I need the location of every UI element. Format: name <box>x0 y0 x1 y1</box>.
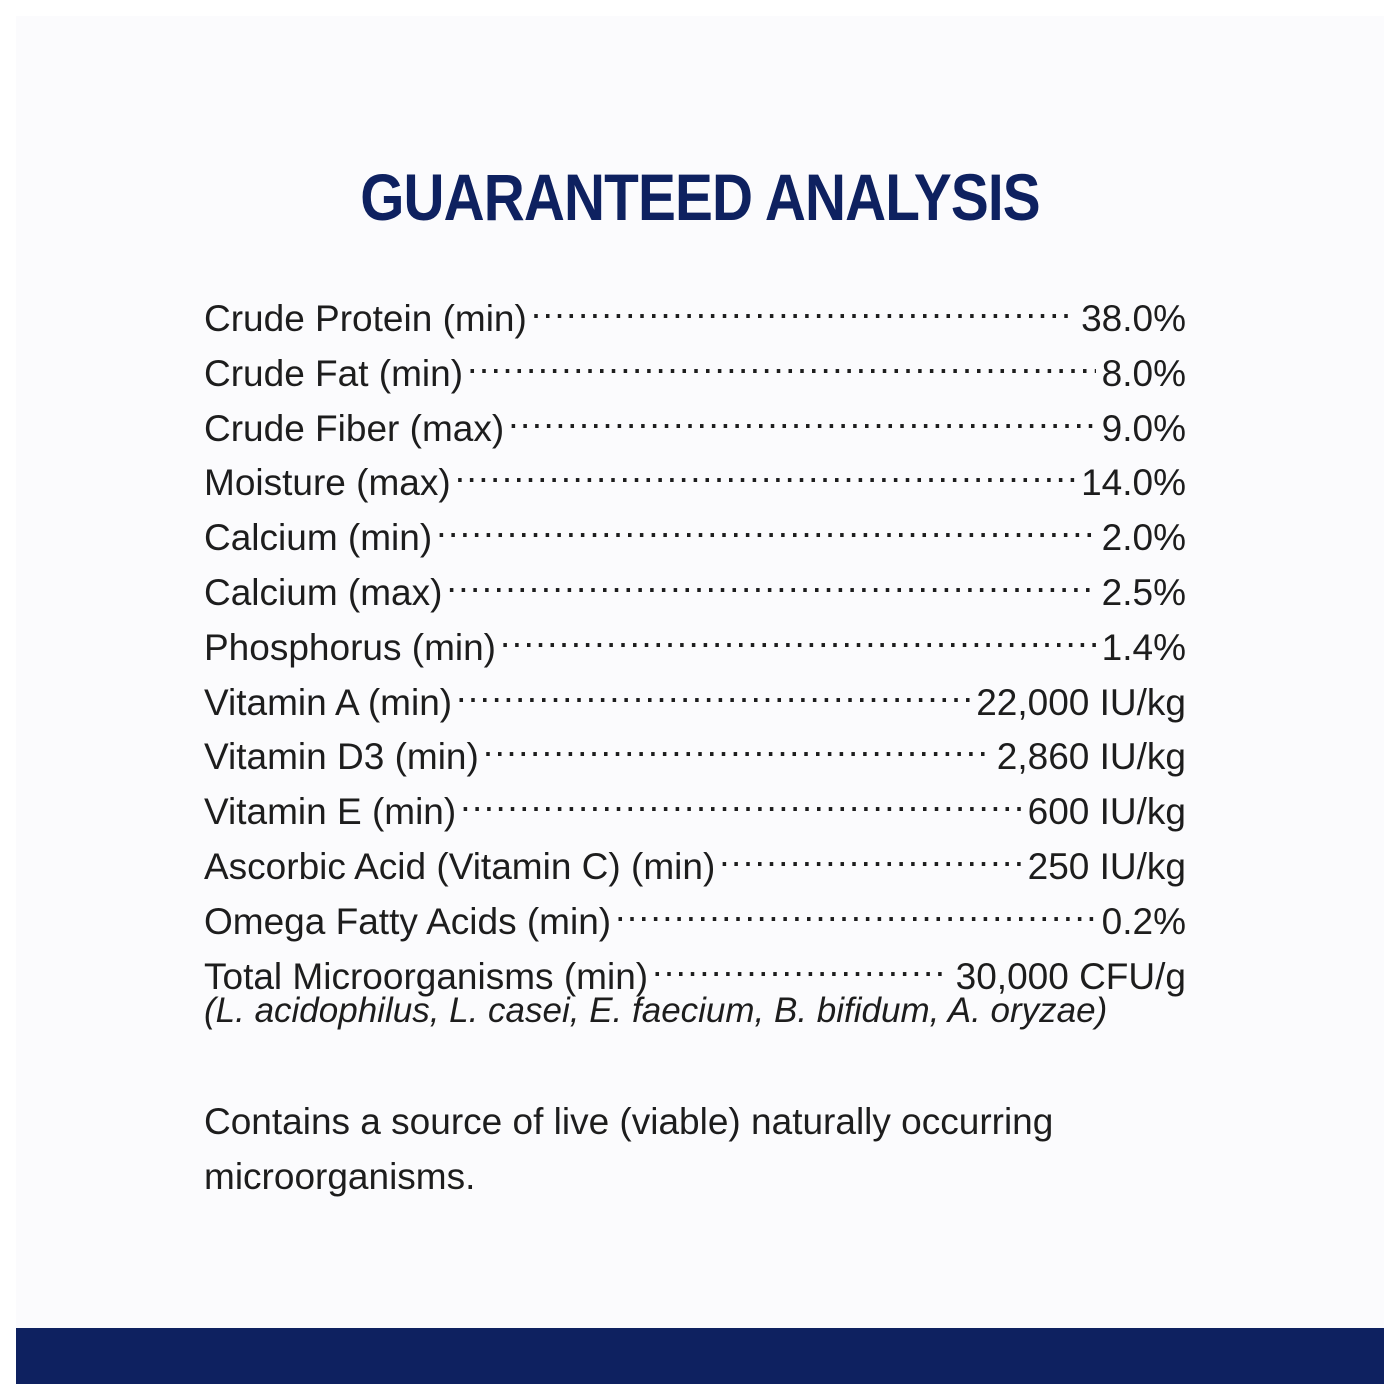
analysis-value: 38.0% <box>1081 298 1186 339</box>
dot-leader <box>652 949 950 989</box>
analysis-value: 22,000 IU/kg <box>976 681 1186 723</box>
dot-leader <box>531 291 1075 331</box>
dot-leader <box>719 839 1021 879</box>
analysis-value: 30,000 CFU/g <box>955 955 1186 997</box>
analysis-value: 0.2% <box>1101 900 1186 942</box>
analysis-row <box>204 839 1186 894</box>
dot-leader <box>455 455 1075 495</box>
dot-leader <box>467 346 1096 386</box>
page-title: GUARANTEED ANALYSIS <box>360 160 1040 234</box>
analysis-row <box>204 894 1186 949</box>
analysis-label: Vitamin A (min) <box>204 681 453 723</box>
analysis-value: 8.0% <box>1101 352 1186 394</box>
analysis-row <box>204 455 1186 510</box>
analysis-value: 2,860 IU/kg <box>996 736 1186 778</box>
analysis-row <box>204 510 1186 565</box>
dot-leader <box>460 784 1021 824</box>
analysis-value: 250 IU/kg <box>1027 845 1186 887</box>
analysis-row <box>204 620 1186 675</box>
analysis-value: 2.0% <box>1101 517 1186 559</box>
analysis-label: Omega Fatty Acids (min) <box>204 900 612 942</box>
analysis-value: 9.0% <box>1101 407 1186 449</box>
dot-leader <box>615 894 1096 934</box>
footer-bar <box>16 1328 1384 1384</box>
guaranteed-analysis-card <box>16 16 1384 1384</box>
analysis-label: Phosphorus (min) <box>204 626 497 668</box>
analysis-list <box>204 291 1186 1003</box>
analysis-label: Vitamin E (min) <box>204 791 457 833</box>
analysis-label: Vitamin D3 (min) <box>204 736 479 778</box>
analysis-value: 14.0% <box>1081 462 1186 504</box>
analysis-row <box>204 729 1186 784</box>
analysis-row <box>204 784 1186 839</box>
analysis-label: Crude Fat (min) <box>204 352 464 394</box>
analysis-row <box>204 401 1186 456</box>
dot-leader <box>500 620 1096 660</box>
analysis-label: Calcium (max) <box>204 571 443 613</box>
analysis-label: Crude Protein (min) <box>204 298 527 339</box>
live-microorganisms-statement: Contains a source of live (viable) naturally occurring microorganisms. <box>204 1101 1054 1197</box>
analysis-value: 1.4% <box>1101 626 1186 668</box>
dot-leader <box>446 565 1095 605</box>
dot-leader <box>483 729 991 769</box>
analysis-row <box>204 291 1186 346</box>
dot-leader <box>508 401 1095 441</box>
analysis-label: Moisture (max) <box>204 462 451 504</box>
analysis-value: 2.5% <box>1101 571 1186 613</box>
analysis-label: Total Microorganisms (min) <box>204 955 649 997</box>
analysis-row <box>204 675 1186 730</box>
analysis-row <box>204 565 1186 620</box>
microorganisms-note: (L. acidophilus, L. casei, E. faecium, B. bifidum, A. oryzae) <box>204 991 1108 1030</box>
analysis-label: Calcium (min) <box>204 517 433 559</box>
analysis-label: Crude Fiber (max) <box>204 407 505 449</box>
analysis-label: Ascorbic Acid (Vitamin C) (min) <box>204 845 716 887</box>
dot-leader <box>456 675 970 715</box>
analysis-row <box>204 346 1186 401</box>
analysis-value: 600 IU/kg <box>1027 791 1186 833</box>
dot-leader <box>436 510 1095 550</box>
